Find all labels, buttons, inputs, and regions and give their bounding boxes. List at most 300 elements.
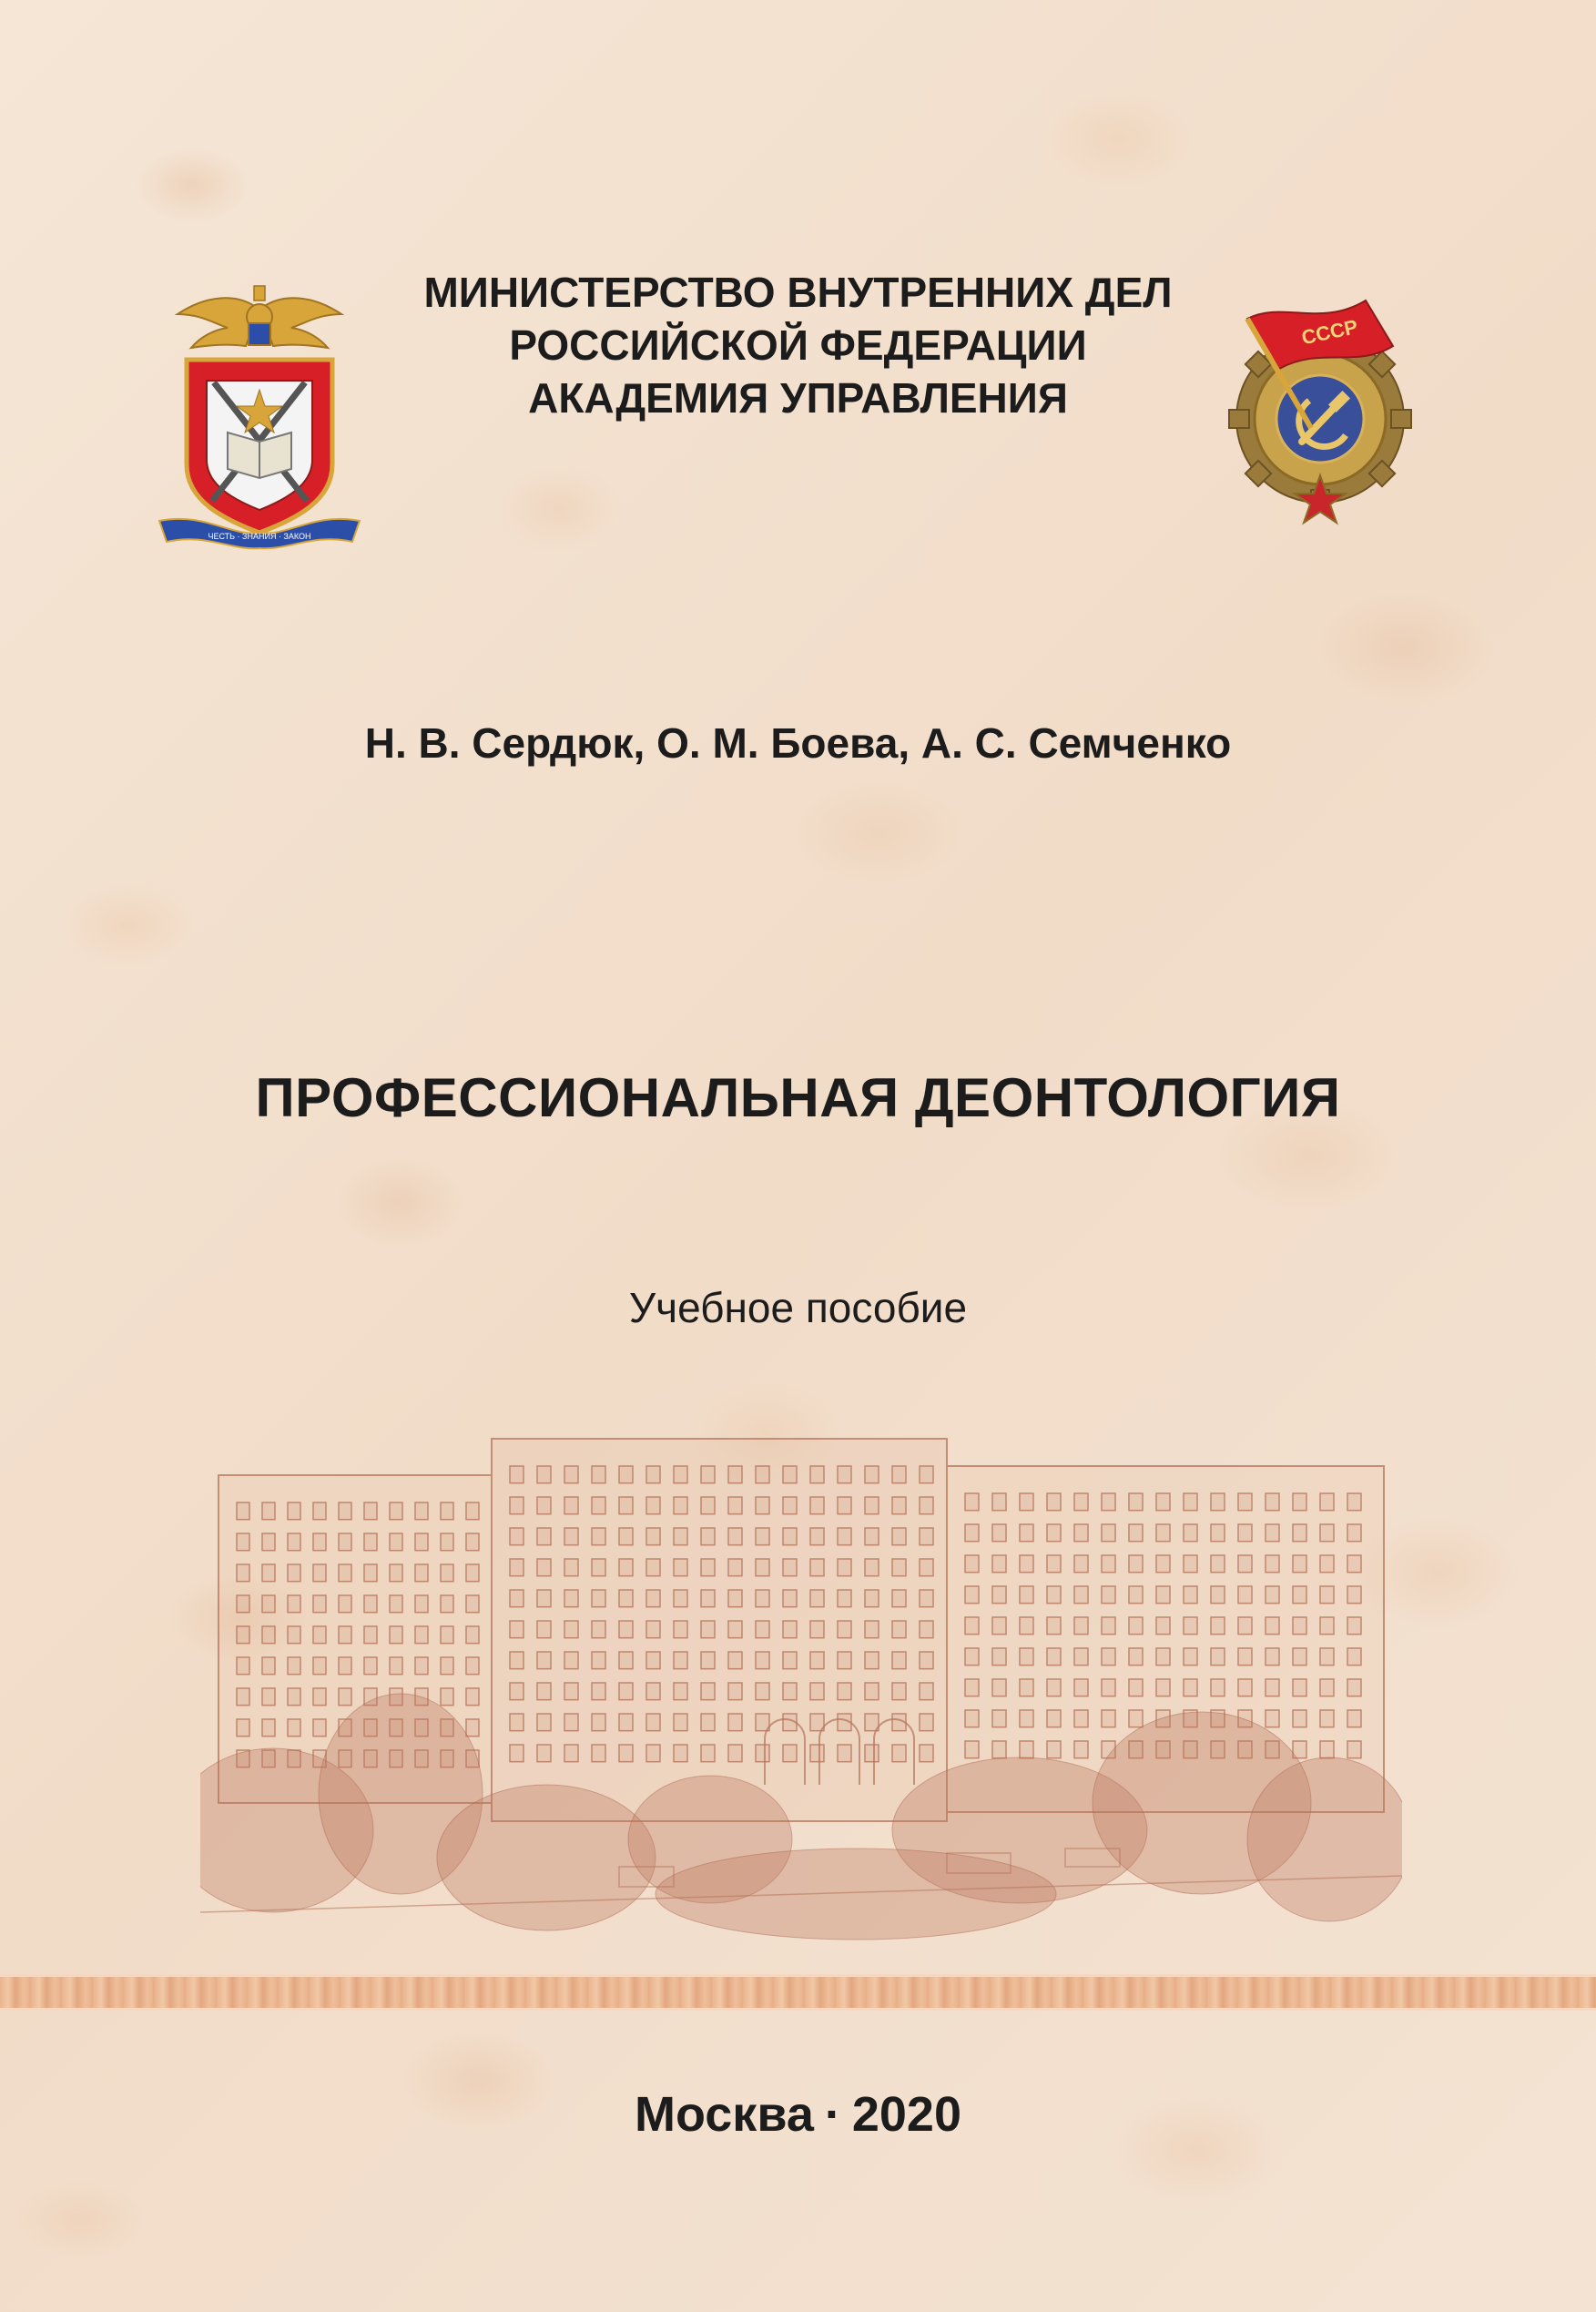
building-window [619,1652,633,1669]
building-window [1347,1710,1361,1727]
building-window [564,1745,578,1762]
building-window [1266,1617,1279,1635]
building-window [1347,1648,1361,1665]
building-window [510,1559,524,1576]
ministry-line-3: АКАДЕМИЯ УПРАВЛЕНИЯ [528,374,1068,422]
building-window [619,1559,633,1576]
building-window [339,1533,351,1551]
building-window [1211,1555,1225,1573]
building-window [674,1745,687,1762]
building-window [288,1719,300,1737]
building-window [441,1688,453,1706]
building-window [646,1745,660,1762]
building-window [892,1683,906,1700]
building-window [810,1466,824,1483]
building-window [313,1688,326,1706]
building-window [1047,1493,1061,1511]
building-window [920,1621,933,1638]
building-window [1184,1555,1197,1573]
building-window [1129,1586,1143,1604]
publication-footer [0,2085,1596,2144]
building-window [1020,1741,1033,1758]
building-window [1266,1586,1279,1604]
book-title: ПРОФЕССИОНАЛЬНАЯ ДЕОНТОЛОГИЯ [255,1067,1341,1128]
building-window [728,1590,742,1607]
building-window [920,1466,933,1483]
building-window [1320,1679,1334,1696]
building-window [1156,1617,1170,1635]
building-window [756,1745,769,1762]
building-window [1074,1555,1088,1573]
building-window [838,1652,851,1669]
building-window [756,1559,769,1576]
building-window [1184,1679,1197,1696]
building-window [992,1493,1006,1511]
building-window [810,1559,824,1576]
building-window [313,1657,326,1675]
building-window [1184,1493,1197,1511]
building-window [564,1652,578,1669]
building-window [1102,1493,1115,1511]
building-window [441,1564,453,1582]
building-window [466,1502,479,1520]
building-window [510,1590,524,1607]
building-window [1347,1524,1361,1542]
building-window [1074,1586,1088,1604]
building-window [415,1595,428,1613]
building-window [592,1714,605,1731]
building-window [1074,1741,1088,1758]
building-window [1266,1493,1279,1511]
building-window [865,1683,879,1700]
building-window [1293,1586,1306,1604]
building-window [1047,1648,1061,1665]
building-window [865,1559,879,1576]
building-window [313,1626,326,1644]
building-window [592,1528,605,1545]
building-window [892,1745,906,1762]
building-window [1320,1648,1334,1665]
building-window [728,1559,742,1576]
building-window [728,1466,742,1483]
building-window [339,1626,351,1644]
building-window [1238,1555,1252,1573]
building-window [1266,1648,1279,1665]
building-window [1320,1555,1334,1573]
building-window [237,1564,249,1582]
building-window [466,1719,479,1737]
building-window [1156,1648,1170,1665]
building-window [728,1652,742,1669]
building-window [510,1528,524,1545]
building-window [592,1621,605,1638]
building-window [728,1621,742,1638]
building-window [728,1528,742,1545]
building-window [892,1652,906,1669]
building-window [1020,1555,1033,1573]
building-window [1320,1493,1334,1511]
building-window [701,1466,715,1483]
building-window [1047,1741,1061,1758]
building-window [619,1466,633,1483]
building-window [783,1745,797,1762]
building-window [1129,1493,1143,1511]
building-window [728,1745,742,1762]
building-window [783,1652,797,1669]
building-window [537,1559,551,1576]
publication-city: Москва [635,2087,814,2142]
building-window [865,1652,879,1669]
building-window [537,1652,551,1669]
building-window [701,1714,715,1731]
building-window [1102,1586,1115,1604]
building-window [564,1466,578,1483]
building-window [1020,1524,1033,1542]
building-window [441,1533,453,1551]
building-window [1293,1679,1306,1696]
building-window [1347,1741,1361,1758]
building-window [1102,1679,1115,1696]
building-window [1074,1493,1088,1511]
building-window [339,1502,351,1520]
building-window [810,1683,824,1700]
building-window [1347,1586,1361,1604]
building-window [965,1710,979,1727]
building-window [920,1745,933,1762]
building-window [1102,1524,1115,1542]
building-window [756,1528,769,1545]
building-window [237,1688,249,1706]
building-window [1211,1493,1225,1511]
building-window [865,1745,879,1762]
building-window [674,1621,687,1638]
building-window [592,1497,605,1514]
building-window [364,1595,377,1613]
building-window [920,1528,933,1545]
building-window [992,1586,1006,1604]
building-window [965,1679,979,1696]
building-window [701,1559,715,1576]
ministry-line-1: МИНИСТЕРСТВО ВНУТРЕННИХ ДЕЛ [423,269,1173,316]
building-window [1020,1679,1033,1696]
building-window [892,1621,906,1638]
building-window [1184,1617,1197,1635]
building-window [728,1714,742,1731]
building-window [564,1683,578,1700]
building-window [1347,1617,1361,1635]
building-window [646,1714,660,1731]
building-window [892,1466,906,1483]
building-window [1293,1524,1306,1542]
building-window [701,1621,715,1638]
building-window [1047,1555,1061,1573]
building-window [415,1626,428,1644]
building-window [646,1683,660,1700]
building-window [1156,1524,1170,1542]
building-window [1047,1524,1061,1542]
building-window [992,1741,1006,1758]
building-window [364,1564,377,1582]
building-window [701,1683,715,1700]
building-window [1074,1648,1088,1665]
building-window [537,1714,551,1731]
building-window [783,1559,797,1576]
building-window [920,1559,933,1576]
building-window [313,1533,326,1551]
building-window [262,1719,275,1737]
building-window [619,1621,633,1638]
building-window [1266,1524,1279,1542]
building-window [756,1466,769,1483]
building-window [1020,1617,1033,1635]
building-window [592,1590,605,1607]
building-window [965,1617,979,1635]
building-window [619,1497,633,1514]
building-window [1320,1617,1334,1635]
building-window [537,1466,551,1483]
building-window [1266,1710,1279,1727]
building-window [1320,1524,1334,1542]
building-window [592,1466,605,1483]
building-window [783,1528,797,1545]
building-window [1293,1648,1306,1665]
building-window [701,1652,715,1669]
building-window [262,1502,275,1520]
building-window [783,1590,797,1607]
building-window [510,1497,524,1514]
building-window [288,1657,300,1675]
building-window [537,1497,551,1514]
building-window [466,1657,479,1675]
building-window [1238,1493,1252,1511]
building-window [415,1564,428,1582]
building-window [390,1657,402,1675]
building-window [288,1502,300,1520]
building-window [865,1621,879,1638]
building-window [674,1497,687,1514]
building-window [1156,1586,1170,1604]
building-window [810,1621,824,1638]
building-window [592,1683,605,1700]
building-window [364,1502,377,1520]
building-window [1129,1710,1143,1727]
building-window [390,1564,402,1582]
building-window [674,1559,687,1576]
building-window [237,1626,249,1644]
building-window [1156,1493,1170,1511]
ministry-line-2: РОССИЙСКОЙ ФЕДЕРАЦИИ [509,321,1087,369]
building-window [674,1590,687,1607]
building-window [288,1533,300,1551]
academy-building-illustration [200,1402,1402,1949]
book-subtitle: Учебное пособие [628,1284,968,1331]
building-window [892,1528,906,1545]
building-window [390,1626,402,1644]
building-window [838,1559,851,1576]
building-window [1074,1524,1088,1542]
building-window [262,1688,275,1706]
building-window [1129,1648,1143,1665]
building-window [992,1617,1006,1635]
building-window [783,1466,797,1483]
building-window [1156,1555,1170,1573]
building-window [892,1497,906,1514]
building-window [441,1595,453,1613]
building-window [838,1745,851,1762]
building-window [364,1533,377,1551]
building-window [783,1683,797,1700]
building-window [674,1683,687,1700]
building-window [965,1586,979,1604]
building-window [364,1626,377,1644]
building-window [1293,1493,1306,1511]
building-window [810,1590,824,1607]
building-window [466,1533,479,1551]
building-window [1129,1617,1143,1635]
building-window [1156,1679,1170,1696]
building-window [865,1528,879,1545]
building-window [313,1719,326,1737]
building-window [1020,1493,1033,1511]
building-window [646,1621,660,1638]
building-window [701,1590,715,1607]
building-window [728,1683,742,1700]
building-window [1320,1741,1334,1758]
building-window [920,1497,933,1514]
building-window [1102,1617,1115,1635]
building-window [619,1590,633,1607]
building-window [965,1555,979,1573]
building-window [674,1466,687,1483]
building-window [1102,1710,1115,1727]
building-window [1347,1493,1361,1511]
building-window [756,1652,769,1669]
building-window [1047,1679,1061,1696]
building-window [646,1559,660,1576]
building-window [390,1502,402,1520]
building-window [965,1493,979,1511]
building-window [537,1590,551,1607]
building-window [810,1497,824,1514]
building-window [783,1497,797,1514]
building-window [1238,1648,1252,1665]
building-window [1266,1679,1279,1696]
building-window [1074,1679,1088,1696]
building-window [313,1502,326,1520]
building-window [510,1466,524,1483]
building-window [564,1497,578,1514]
order-of-red-banner-of-labour-icon [1211,282,1429,537]
building-window [619,1714,633,1731]
building-window [537,1745,551,1762]
building-window [510,1652,524,1669]
building-window [1102,1648,1115,1665]
building-window [1293,1555,1306,1573]
building-window [920,1714,933,1731]
building-window [415,1502,428,1520]
building-window [441,1626,453,1644]
building-window [674,1528,687,1545]
building-window [415,1657,428,1675]
building-window [838,1621,851,1638]
building-window [1129,1679,1143,1696]
building-window [262,1626,275,1644]
building-window [510,1714,524,1731]
building-window [810,1745,824,1762]
building-window [339,1688,351,1706]
building-window [838,1590,851,1607]
building-window [564,1621,578,1638]
building-window [728,1497,742,1514]
building-window [339,1657,351,1675]
building-window [288,1688,300,1706]
building-window [1047,1586,1061,1604]
building-window [262,1595,275,1613]
building-window [992,1648,1006,1665]
building-window [466,1595,479,1613]
building-window [1020,1710,1033,1727]
building-window [1020,1648,1033,1665]
building-window [965,1648,979,1665]
building-window [810,1652,824,1669]
building-window [1211,1524,1225,1542]
building-window [646,1466,660,1483]
building-window [1238,1586,1252,1604]
building-window [865,1497,879,1514]
building-window [1047,1617,1061,1635]
building-window [756,1621,769,1638]
building-window [466,1564,479,1582]
building-window [237,1595,249,1613]
building-window [288,1564,300,1582]
building-window [646,1528,660,1545]
building-window [537,1683,551,1700]
building-window [364,1657,377,1675]
building-window [441,1502,453,1520]
building-window [564,1714,578,1731]
building-window [838,1497,851,1514]
building-window [1320,1586,1334,1604]
building-window [701,1497,715,1514]
building-window [564,1559,578,1576]
building-window [1211,1586,1225,1604]
building-window [920,1683,933,1700]
building-window [1347,1679,1361,1696]
building-window [288,1626,300,1644]
building-window [1211,1679,1225,1696]
emblem-ribbon-text: ЧЕСТЬ · ЗНАНИЯ · ЗАКОН [208,532,311,541]
building-window [1238,1617,1252,1635]
decorative-band [0,1974,1596,2011]
building-window [920,1590,933,1607]
building-window [1020,1586,1033,1604]
building-window [466,1626,479,1644]
building-window [313,1595,326,1613]
building-window [674,1714,687,1731]
building-window [339,1564,351,1582]
building-window [920,1652,933,1669]
building-window [756,1590,769,1607]
building-window [646,1497,660,1514]
building-window [1074,1710,1088,1727]
building-window [288,1595,300,1613]
building-window [756,1497,769,1514]
publication-year: 2020 [851,2087,961,2142]
building-window [1129,1555,1143,1573]
building-window [537,1621,551,1638]
building-window [466,1688,479,1706]
building-window [1184,1524,1197,1542]
